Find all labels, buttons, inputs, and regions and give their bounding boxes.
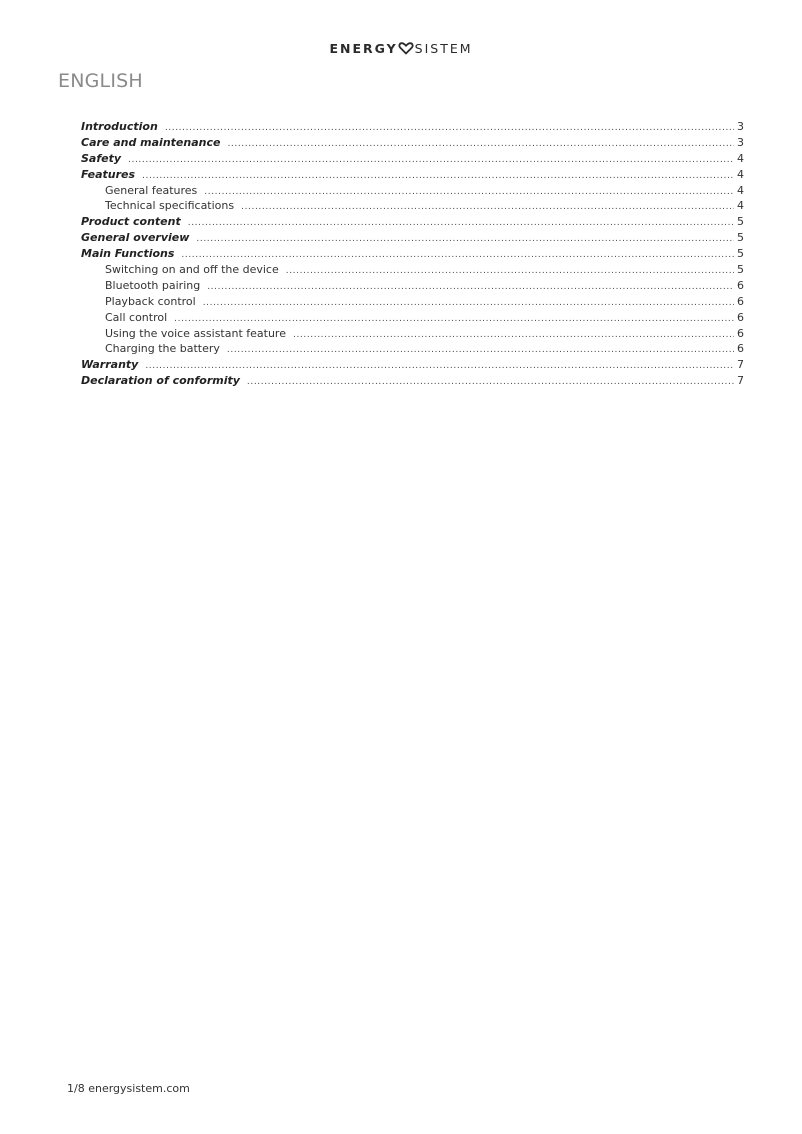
toc-entry-voice-assistant[interactable]	[81, 326, 744, 342]
heart-icon	[398, 42, 414, 55]
toc-entry-page: 6	[737, 342, 744, 356]
logo-text-sistem: SISTEM	[414, 41, 473, 56]
toc-entry-warranty[interactable]	[81, 357, 744, 373]
toc-entry-general-features[interactable]	[81, 183, 744, 199]
toc-entry-product-content[interactable]	[81, 214, 744, 230]
toc-entry-page: 5	[737, 231, 744, 245]
language-heading: ENGLISH	[58, 70, 143, 92]
toc-leader-dots	[203, 296, 734, 312]
toc-entry-page: 7	[737, 358, 744, 372]
toc-leader-dots	[165, 121, 734, 137]
toc-entry-switching-on-off[interactable]	[81, 262, 744, 278]
toc-entry-page: 3	[737, 120, 744, 133]
page-footer: 1/8 energysistem.com	[67, 1082, 190, 1095]
toc-entry-title: Warranty	[81, 358, 139, 372]
toc-entry-title: Technical specifications	[105, 199, 235, 213]
toc-entry-page: 3	[737, 135, 744, 149]
toc-leader-dots	[293, 328, 734, 344]
toc-entry-main-functions[interactable]	[81, 246, 744, 262]
toc-entry-page: 7	[737, 374, 744, 388]
toc-entry-playback-control[interactable]	[81, 294, 744, 310]
toc-entry-title: Bluetooth pairing	[105, 278, 201, 292]
toc-entry-care-and-maintenance[interactable]	[81, 135, 744, 151]
toc-leader-dots	[196, 232, 734, 248]
toc-entry-page: 6	[737, 326, 744, 340]
toc-entry-title: General features	[105, 183, 198, 197]
toc-entry-title: General overview	[81, 231, 190, 245]
toc-leader-dots	[247, 375, 734, 391]
toc-entry-page: 4	[737, 199, 744, 213]
toc-entry-title: Call control	[105, 310, 168, 324]
toc-leader-dots	[241, 200, 734, 216]
toc-entry-title: Declaration of conformity	[81, 374, 240, 388]
toc-entry-features[interactable]	[81, 167, 744, 183]
toc-entry-safety[interactable]	[81, 151, 744, 167]
toc-entry-declaration-of-conformity[interactable]	[81, 373, 744, 389]
toc-entry-title: Playback control	[105, 294, 196, 308]
toc-entry-title: Care and maintenance	[81, 135, 221, 149]
toc-entry-title: Switching on and off the device	[105, 263, 279, 277]
toc-entry-general-overview[interactable]	[81, 230, 744, 246]
toc-entry-page: 4	[737, 151, 744, 165]
toc-leader-dots	[204, 185, 734, 201]
toc-entry-page: 5	[737, 215, 744, 229]
logo-text-energy: ENERGY	[329, 41, 398, 56]
toc-entry-bluetooth-pairing[interactable]	[81, 278, 744, 294]
toc-entry-page: 5	[737, 263, 744, 277]
toc-entry-charging-battery[interactable]	[81, 341, 744, 357]
toc-entry-page: 6	[737, 294, 744, 308]
toc-leader-dots	[188, 216, 734, 232]
toc-entry-title: Safety	[81, 151, 122, 165]
toc-entry-call-control[interactable]	[81, 310, 744, 326]
toc-leader-dots	[227, 343, 734, 359]
toc-entry-title: Using the voice assistant feature	[105, 326, 286, 340]
table-of-contents	[81, 119, 744, 389]
toc-leader-dots	[286, 264, 734, 280]
toc-leader-dots	[227, 137, 734, 153]
toc-entry-introduction[interactable]	[81, 119, 744, 135]
brand-logo	[0, 41, 802, 56]
toc-entry-page: 6	[737, 278, 744, 292]
toc-entry-title: Product content	[81, 215, 181, 229]
toc-leader-dots	[142, 169, 734, 185]
toc-entry-page: 4	[737, 167, 744, 181]
toc-entry-title: Main Functions	[81, 247, 175, 261]
toc-entry-title: Introduction	[81, 120, 158, 133]
toc-entry-page: 5	[737, 247, 744, 261]
toc-entry-title: Features	[81, 167, 136, 181]
toc-entry-page: 6	[737, 310, 744, 324]
toc-leader-dots	[207, 280, 734, 296]
toc-entry-title: Charging the battery	[105, 342, 220, 356]
toc-entry-page: 4	[737, 183, 744, 197]
toc-leader-dots	[128, 153, 734, 169]
toc-entry-technical-specifications[interactable]	[81, 198, 744, 214]
